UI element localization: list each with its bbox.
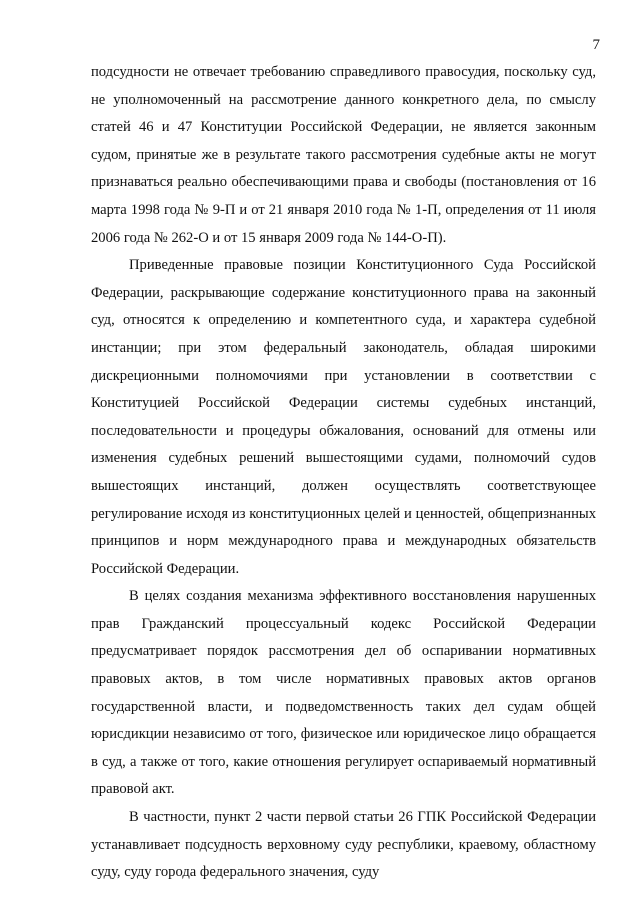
paragraph-1: подсудности не отвечает требованию справедливого правосудия, поскольку суд, не уполномоченный на рассмотрение данного конкретного дела, по смыслу статей 46 и 47 Конституции Российской Федерации, не является законным судом, принятые же в результате такого рассмотрения судебные акты не могут признаваться реально обеспечивающими права и свободы (постановления от 16 марта 1998 года № 9-П и от 21 января 2010 года № 1-П, определения от 11 июля 2006 года № 262-О и от 15 января 2009 года № 144-О-П).: [91, 64, 596, 246]
paragraph-4: В частности, пункт 2 части первой статьи 26 ГПК Российской Федерации устанавливает подсудность верховному суду республики, краевому, областному суду, суду города федерального значения, суду: [91, 809, 596, 881]
paragraph-3: В целях создания механизма эффективного восстановления нарушенных прав Гражданский процессуальный кодекс Российской Федерации предусматривает порядок рассмотрения дел об оспаривании нормативных правовых актов, в том числе нормативных правовых актов органов государственной власти, и подведомственность таких дел судам общей юрисдикции независимо от того, физическое или юридическое лицо обращается в суд, а также от того, какие отношения регулирует оспариваемый нормативный правовой акт.: [91, 588, 596, 798]
page-number: 7: [592, 37, 600, 53]
paragraph-2: Приведенные правовые позиции Конституционного Суда Российской Федерации, раскрывающие содержание конституционного права на законный суд, относятся к определению и компетентного суда, и характера судебной инстанции; при этом федеральный законодатель, обладая широкими дискреционными полномочиями при установлении в соответствии с Конституцией Российской Федерации системы судебных инстанций, последовательности и процедуры обжалования, оснований для отмены или изменения судебных решений вышестоящими судами, полномочий судов вышестоящих инстанций, должен осуществлять соответствующее регулирование исходя из конституционных целей и ценностей, общепризнанных принципов и норм международного права и международных обязательств Российской Федерации.: [91, 257, 596, 577]
document-body: [91, 59, 596, 887]
